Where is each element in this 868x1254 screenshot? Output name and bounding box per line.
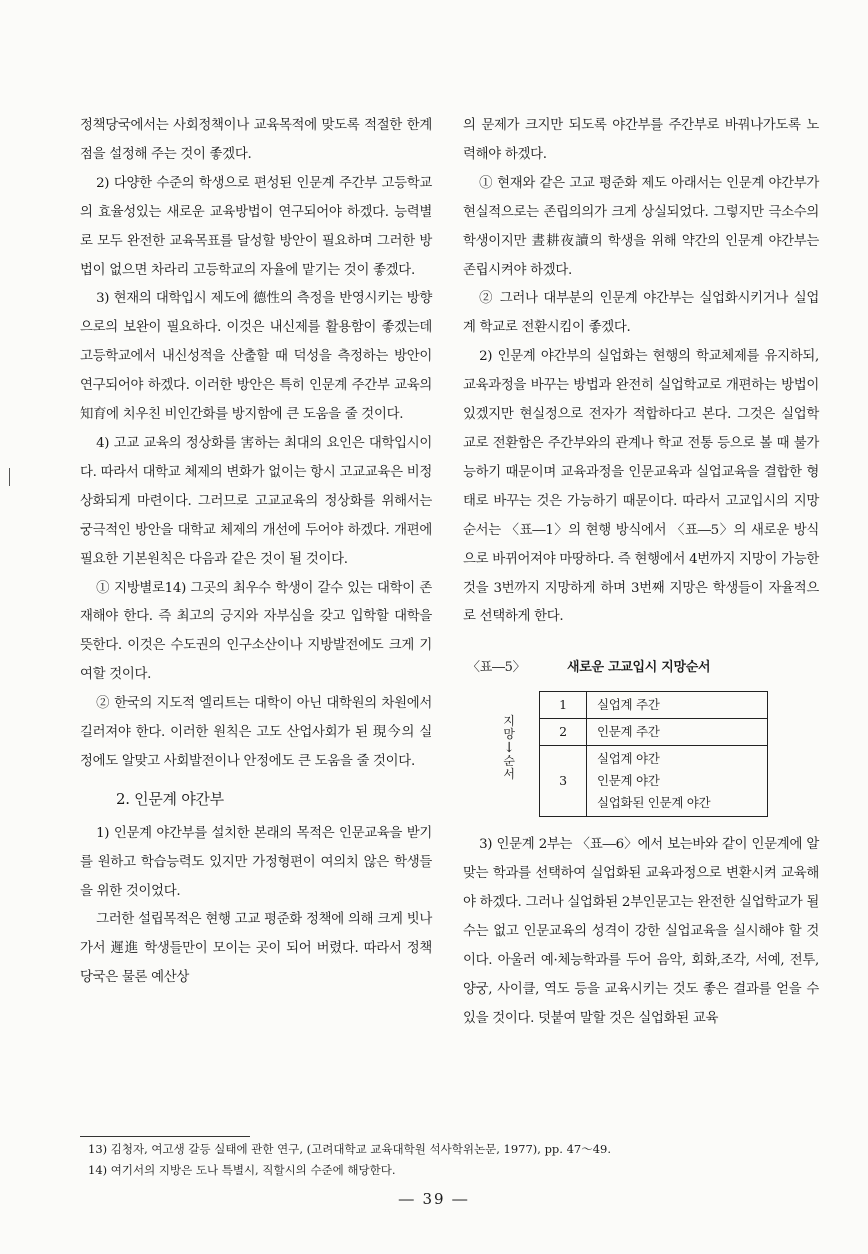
margin-mark (9, 468, 10, 486)
preference-table (539, 691, 768, 817)
footnote-rule (80, 1136, 250, 1137)
side-label (501, 715, 517, 781)
paragraph: 3) 인문계 2부는 〈표―6〉에서 보는바와 같이 인문계에 알맞는 학과를 선택하여 실업화된 교육과정으로 변환시켜 교육해야 하겠다. 그러나 실업화된 2부인문고는 완전한 실업학교가 될수는 없고 인문교육의 성격이 강한 실업교육을 실시해야 할 것이다. 아울러 예·체능학과를 두어 음악, 회화,조각, 서예, 전투, 양궁, 사이클, 역도 등을 교육시키는 것도 좋은 결과를 얻을 수 있을 것이다. 덧붙여 말할 것은 실업화된 교육 (463, 837, 819, 1026)
down-arrow-icon: ↓ (503, 740, 515, 757)
track-item: 실업계 주간 (597, 697, 660, 713)
track-item: 인문계 야간 (597, 773, 660, 789)
side-label-char: 순 (503, 754, 515, 769)
table-block (463, 654, 819, 821)
paragraph: 1) 인문계 야간부를 설치한 본래의 목적은 인문교육을 받기를 원하고 학습능력도 있지만 가정형편이 여의치 않은 학생들을 위한 것이었다. (80, 825, 432, 899)
track-cell (587, 692, 768, 719)
rank-cell: 3 (540, 746, 587, 817)
paragraph: 4) 고교 교육의 정상화를 害하는 최대의 요인은 대학입시이다. 따라서 대학교 체제의 변화가 없이는 항시 고교교육은 비정상화되게 마련이다. 그러므로 고교교육의 정상화를 위해서는 궁극적인 방안을 대학교 체제의 개선에 두어야 하겠다. 개편에 필요한 기본원칙은 다음과 같은 것이 될 것이다. (80, 435, 432, 567)
table-row (540, 746, 768, 817)
side-label-char: 망 (503, 727, 515, 742)
paragraph: 그러한 설립목적은 현행 고교 평준화 정책에 의해 크게 빗나가서 遲進 학생들만이 모이는 곳이 되어 버렸다. 따라서 정책당국은 물론 예산상 (80, 912, 432, 986)
side-label-char: 지 (503, 714, 515, 729)
table-row (540, 719, 768, 746)
track-cell (587, 746, 768, 817)
paragraph: ① 현재와 같은 고교 평준화 제도 아래서는 인문계 야간부가 현실적으로는 존립의의가 크게 상실되었다. 그렇지만 극소수의 학생이지만 晝耕夜讀의 학생을 위해 약간의 인문계 야간부는 존립시켜야 하겠다. (463, 175, 819, 278)
right-column (463, 112, 819, 1034)
paragraph: 2) 다양한 수준의 학생으로 편성된 인문계 주간부 고등학교의 효율성있는 새로운 교육방법이 연구되어야 하겠다. 능력별로 모두 완전한 교육목표를 달성할 방안이 필요하며 그러한 방법이 없으면 차라리 고등학교의 자율에 맡기는 것이 좋겠다. (80, 175, 432, 278)
paragraph: ① 지방별로14) 그곳의 최우수 학생이 갈수 있는 대학이 존재해야 한다. 즉 최고의 긍지와 자부심을 갖고 입학할 대학을 뜻한다. 이것은 수도권의 인구소산이나 지방발전에도 크게 기여할 것이다. (80, 580, 432, 683)
paragraph: 2) 인문계 야간부의 실업화는 현행의 학교체제를 유지하되, 교육과정을 바꾸는 방법과 완전히 실업학교로 개편하는 방법이 있겠지만 현실정으로 전자가 적합하다고 본다. 그것은 실업학교로 전환함은 주간부와의 관계나 학교 전통 등으로 볼 때 불가능하기 때문이며 교육과정을 인문교육과 실업교육을 결합한 형태로 바꾸는 것은 가능하기 때문이다. 따라서 고교입시의 지망순서는 〈표―1〉의 현행 방식에서 〈표―5〉의 새로운 방식으로 바뀌어져야 마땅하다. 즉 현행에서 4번까지 지망이 가능한 것을 3번까지 지망하게 하며 3번째 지망은 학생들이 자율적으로 선택하게 한다. (463, 349, 819, 625)
track-cell (587, 719, 768, 746)
footnote-14: 14) 여기서의 지방은 도나 특별시, 직할시의 수준에 해당한다. (88, 1163, 396, 1177)
paragraph: ② 한국의 지도적 엘리트는 대학이 아닌 대학원의 차원에서 길러져야 한다. 이러한 원칙은 고도 산업사회가 된 現今의 실정에도 알맞고 사회발전이나 안정에도 큰 도움을 줄 것이다. (80, 696, 432, 769)
track-item: 인문계 주간 (597, 724, 660, 740)
footnotes (88, 1139, 611, 1181)
track-item: 실업화된 인문계 야간 (597, 795, 711, 811)
left-column (80, 112, 432, 993)
paragraph: 3) 현재의 대학입시 제도에 德性의 측정을 반영시키는 방향으로의 보완이 필요하다. 이것은 내신제를 활용함이 좋겠는데 고등학교에서 내신성적을 산출할 때 덕성을 측정하는 방안이 연구되어야 하겠다. 이러한 방안은 특히 인문계 주간부 교육의 知育에 치우친 비인간화를 방지함에 큰 도움을 줄 것이다. (80, 291, 432, 423)
paragraph: 의 문제가 크지만 되도록 야간부를 주간부로 바꿔나가도록 노력해야 하겠다. (463, 118, 819, 162)
side-label-char: 서 (503, 767, 515, 782)
table-area (463, 691, 819, 821)
paragraph: 정책당국에서는 사회정책이나 교육목적에 맞도록 적절한 한계점을 설정해 주는 것이 좋겠다. (80, 118, 432, 162)
page-number: ― 39 ― (398, 1190, 470, 1208)
rank-cell: 2 (540, 719, 587, 746)
table-label: 〈표―5〉 (467, 660, 526, 676)
table-title: 새로운 고교입시 지망순서 (567, 660, 711, 676)
section-heading: 2. 인문계 야간부 (116, 789, 224, 808)
footnote-13: 13) 김청자, 여고생 갈등 실태에 관한 연구, (고려대학교 교육대학원 석사학위논문, 1977), pp. 47～49. (88, 1142, 612, 1156)
track-item: 실업계 야간 (597, 751, 660, 767)
table-caption (463, 654, 819, 683)
paragraph: ② 그러나 대부분의 인문계 야간부는 실업화시키거나 실업계 학교로 전환시킴이 좋겠다. (463, 291, 819, 336)
table-row (540, 692, 768, 719)
rank-cell: 1 (540, 692, 587, 719)
